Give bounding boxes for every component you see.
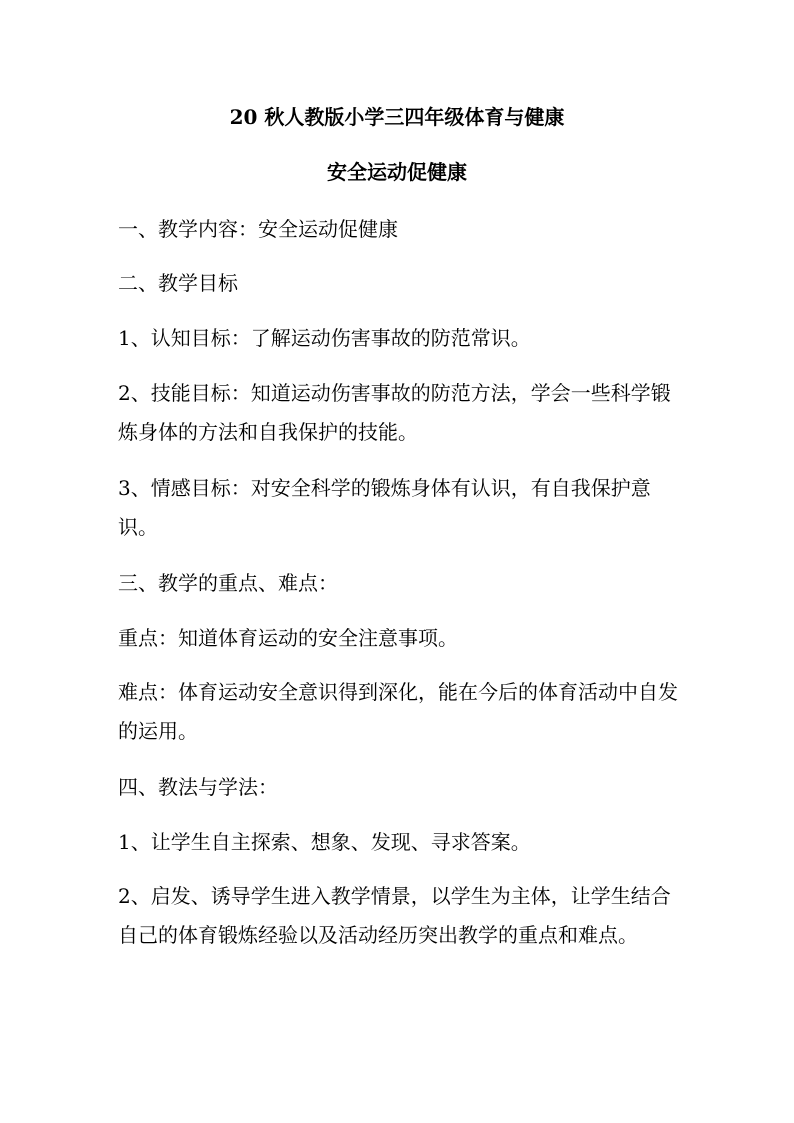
section-teaching-content: 一、教学内容：安全运动促健康 [118,217,398,241]
goal-cognitive: 1、认知目标：了解运动伤害事故的防范常识。 [118,326,531,350]
goal-emotional: 3、情感目标：对安全科学的锻炼身体有认识，有自我保护意识。 [118,476,651,539]
document-subtitle: 安全运动促健康 [327,160,467,184]
method-item-1: 1、让学生自主探索、想象、发现、寻求答案。 [118,830,531,854]
section-methods-heading: 四、教法与学法： [118,775,278,799]
method-item-2: 2、启发、诱导学生进入教学情景，以学生为主体，让学生结合自己的体育锻炼经验以及活动经历突出教学的重点和难点。 [118,884,671,947]
document-title: 20 秋人教版小学三四年级体育与健康 [229,105,565,129]
section-key-points-heading: 三、教学的重点、难点： [118,571,338,595]
key-point: 重点：知道体育运动的安全注意事项。 [118,626,458,650]
difficult-point: 难点：体育运动安全意识得到深化，能在今后的体育活动中自发的运用。 [118,680,678,743]
goal-skill: 2、技能目标：知道运动伤害事故的防范方法，学会一些科学锻炼身体的方法和自我保护的技能。 [118,381,671,444]
section-teaching-goals-heading: 二、教学目标 [118,271,238,295]
